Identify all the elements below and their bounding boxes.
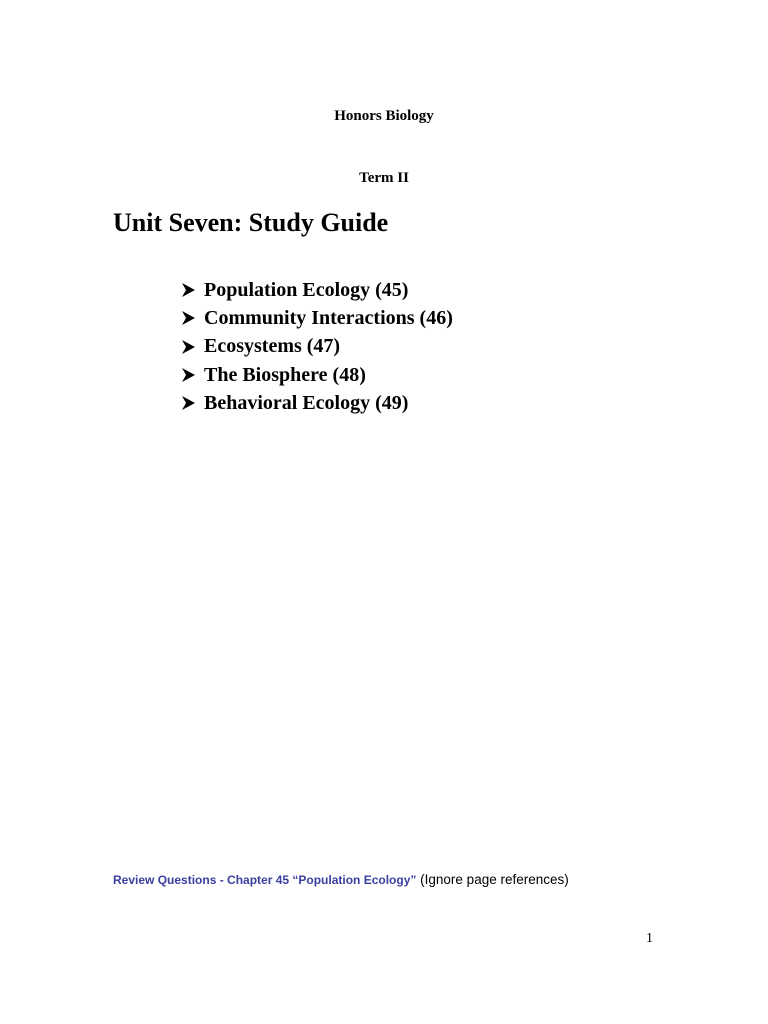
unit-title: Unit Seven: Study Guide (113, 208, 389, 237)
course-title: Honors Biology (334, 108, 434, 124)
arrow-bullet-icon (182, 311, 195, 325)
topic-item (182, 276, 453, 304)
arrow-bullet-icon (182, 340, 195, 354)
topic-item (182, 389, 453, 417)
topic-label: Behavioral Ecology (49) (204, 391, 409, 414)
arrow-bullet-icon (182, 396, 195, 410)
topic-list (182, 276, 453, 417)
review-questions-label: Review Questions - Chapter 45 “Population Ecology” (113, 873, 417, 887)
arrow-bullet-icon (182, 368, 195, 382)
topic-item (182, 333, 453, 361)
topic-item (182, 304, 453, 332)
topic-item (182, 361, 453, 389)
topic-label: The Biosphere (48) (204, 363, 366, 386)
topic-label: Population Ecology (45) (204, 278, 409, 301)
review-questions-note: (Ignore page references) (420, 872, 569, 887)
term-title: Term II (359, 170, 409, 186)
arrow-bullet-icon (182, 283, 195, 297)
topic-label: Community Interactions (46) (204, 306, 453, 329)
topic-label: Ecosystems (47) (204, 335, 341, 358)
page-number: 1 (646, 931, 653, 946)
review-questions-heading (113, 872, 569, 887)
